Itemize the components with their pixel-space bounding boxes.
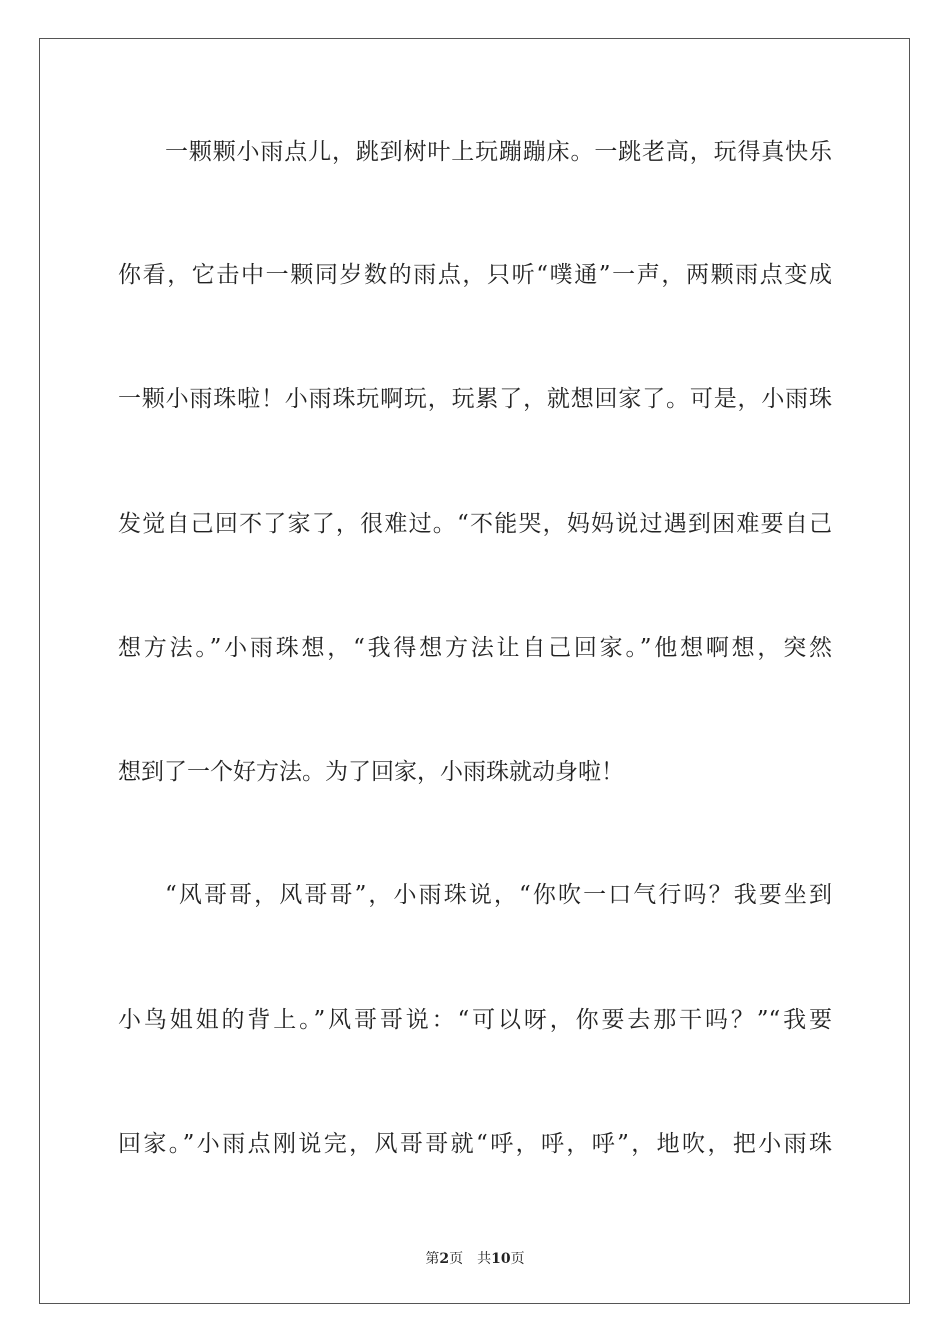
total-suffix: 页 [510,1251,525,1267]
paragraph-line: 想方法。”小雨珠想，“我得想方法让自己回家。”他想啊想，突然 [118,635,832,661]
total-prefix: 共 [477,1251,492,1267]
page-prefix: 第 [425,1251,440,1267]
paragraph-line: 回家。”小雨点刚说完，风哥哥就“呼，呼，呼”，地吹，把小雨珠 [118,1131,832,1157]
page-number: 2 [439,1251,450,1267]
paragraph-line: 想到了一个好方法。为了回家，小雨珠就动身啦！ [118,759,624,785]
paragraph-line: “风哥哥，风哥哥”，小雨珠说，“你吹一口气行吗？我要坐到 [165,882,832,908]
paragraph-line: 小鸟姐姐的背上。”风哥哥说：“可以呀，你要去那干吗？”“我要 [118,1007,832,1033]
paragraph-line: 发觉自己回不了家了，很难过。“不能哭，妈妈说过遇到困难要自己 [118,511,832,537]
paragraph-line: 一颗小雨珠啦！小雨珠玩啊玩，玩累了，就想回家了。可是，小雨珠 [118,386,832,412]
total-pages: 10 [491,1251,511,1267]
page-footer [0,1248,950,1268]
paragraph-line: 一颗颗小雨点儿，跳到树叶上玩蹦蹦床。一跳老高，玩得真快乐 [165,139,832,165]
paragraph-line: 你看，它击中一颗同岁数的雨点，只听“噗通”一声，两颗雨点变成 [118,262,832,288]
page-border [39,38,910,1304]
page-suffix: 页 [449,1251,464,1267]
